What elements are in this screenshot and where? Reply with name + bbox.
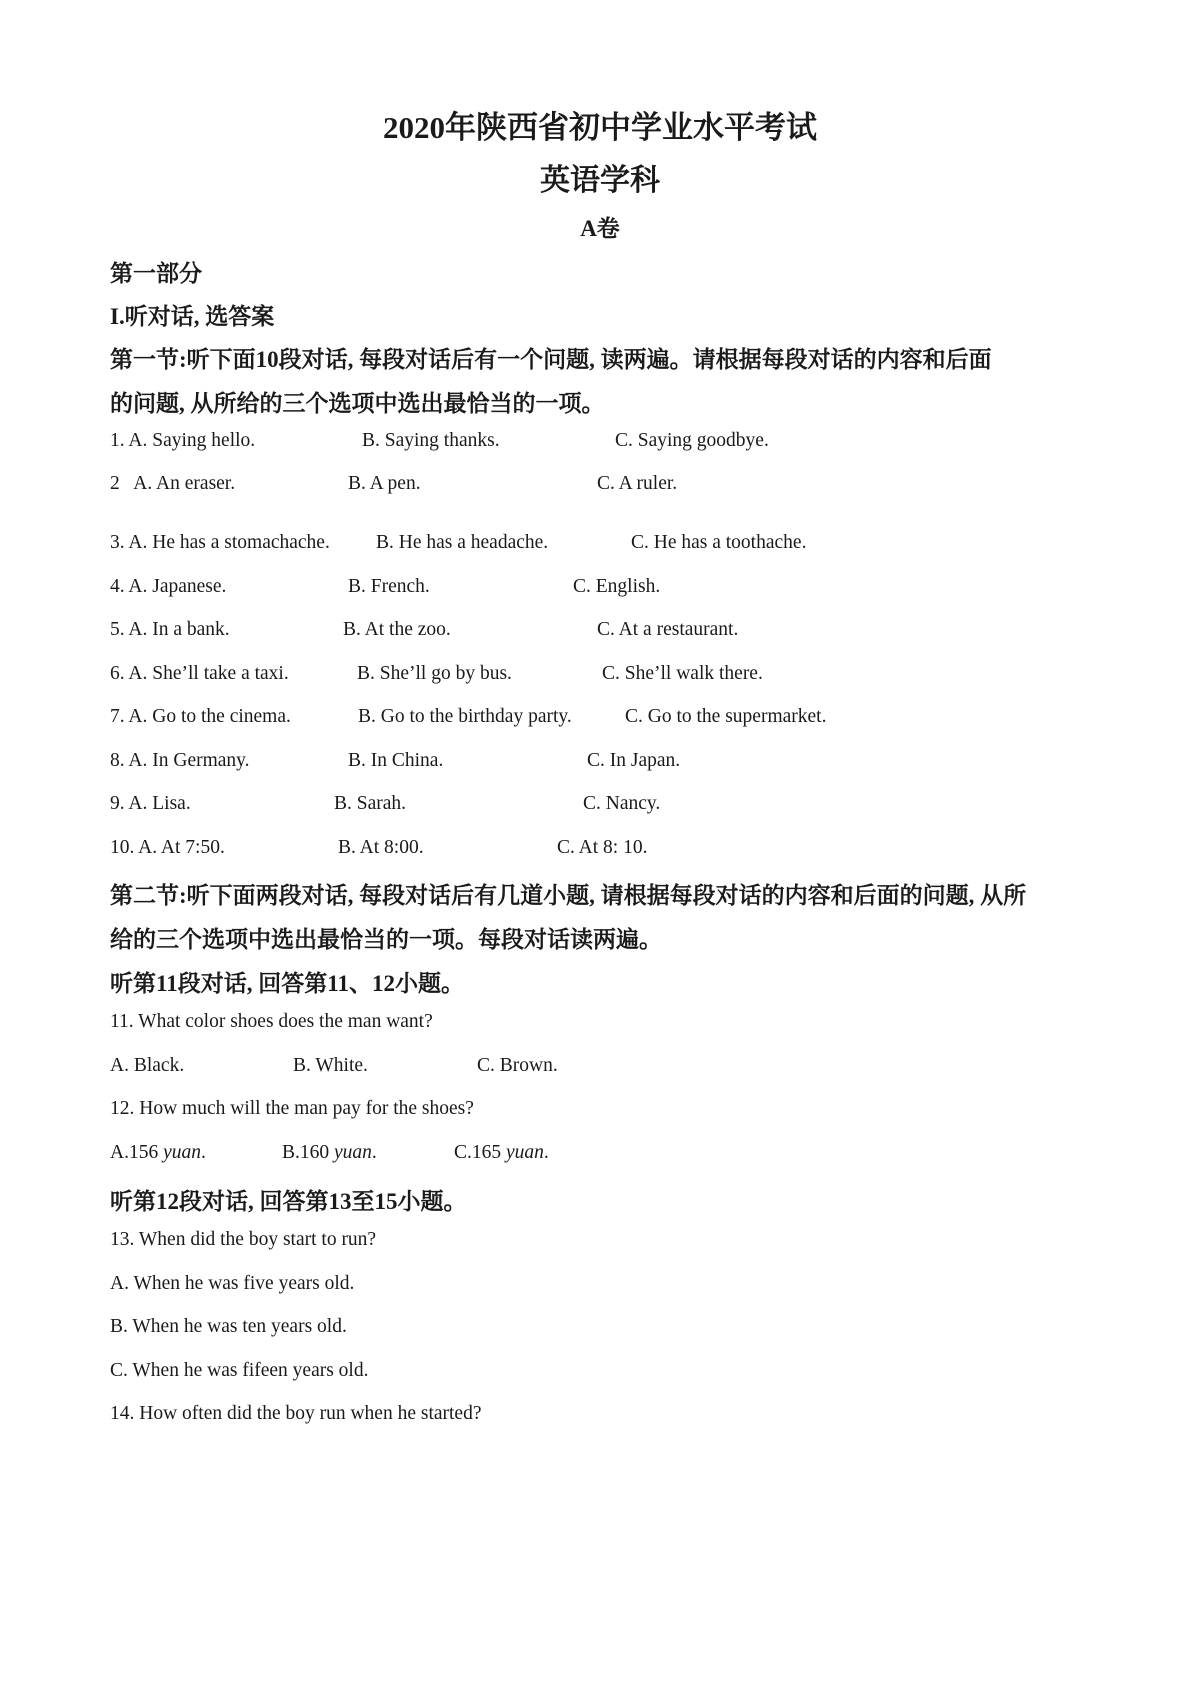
part1-instruction-2: 的问题, 从所给的三个选项中选出最恰当的一项。 xyxy=(110,391,605,416)
question-12: 12. How much will the man pay for the shoes? xyxy=(110,1098,474,1119)
q12-option-b-amount: B.160 xyxy=(282,1142,330,1163)
option-a: 1. A. Saying hello. xyxy=(110,430,256,451)
option-c: C. He has a toothache. xyxy=(631,532,807,553)
option-a: 9. A. Lisa. xyxy=(110,793,191,814)
question-14: 14. How often did the boy run when he started? xyxy=(110,1403,482,1424)
dialog12-heading: 听第12段对话, 回答第13至15小题。 xyxy=(110,1189,467,1214)
part-heading: 第一部分 xyxy=(110,261,202,286)
option-b: B. French. xyxy=(348,576,430,597)
currency-label: yuan xyxy=(163,1142,201,1163)
option-b: B. Saying thanks. xyxy=(362,430,500,451)
exam-subtitle: 英语学科 xyxy=(540,164,660,197)
option-a: 2 A. An eraser. xyxy=(110,473,236,494)
option-b: B. He has a headache. xyxy=(376,532,549,553)
option-c: C. A ruler. xyxy=(597,473,678,494)
volume-label: A卷 xyxy=(580,216,620,241)
currency-label: yuan xyxy=(506,1142,544,1163)
option-a: 8. A. In Germany. xyxy=(110,750,250,771)
q12-option-b: B.160 yuan. xyxy=(282,1142,377,1163)
option-a: 4. A. Japanese. xyxy=(110,576,227,597)
q11-option-b: B. White. xyxy=(293,1055,368,1076)
option-c: C. At 8: 10. xyxy=(557,837,648,858)
q12-option-c-amount: C.165 xyxy=(454,1142,502,1163)
option-c: C. She’ll walk there. xyxy=(602,663,763,684)
q12-option-a-amount: A.156 xyxy=(110,1142,159,1163)
option-a: 6. A. She’ll take a taxi. xyxy=(110,663,289,684)
q12-option-c: C.165 yuan. xyxy=(454,1142,549,1163)
q12-option-a: A.156 yuan. xyxy=(110,1142,206,1163)
option-c: C. Nancy. xyxy=(583,793,661,814)
option-c: C. Go to the supermarket. xyxy=(625,706,827,727)
section-heading: I.听对话, 选答案 xyxy=(110,304,275,329)
currency-label: yuan xyxy=(334,1142,372,1163)
q13-option-c: C. When he was fifeen years old. xyxy=(110,1360,369,1381)
option-a: 10. A. At 7:50. xyxy=(110,837,225,858)
option-a: 3. A. He has a stomachache. xyxy=(110,532,330,553)
option-a: 5. A. In a bank. xyxy=(110,619,230,640)
option-c: C. English. xyxy=(573,576,661,597)
q11-option-a: A. Black. xyxy=(110,1055,185,1076)
option-c: C. At a restaurant. xyxy=(597,619,739,640)
dialog11-heading: 听第11段对话, 回答第11、12小题。 xyxy=(110,971,464,996)
exam-title: 2020年陕西省初中学业水平考试 xyxy=(383,110,817,145)
q13-option-a: A. When he was five years old. xyxy=(110,1273,355,1294)
option-c: C. In Japan. xyxy=(587,750,681,771)
option-b: B. She’ll go by bus. xyxy=(357,663,512,684)
option-b: B. At 8:00. xyxy=(338,837,424,858)
option-c: C. Saying goodbye. xyxy=(615,430,769,451)
option-b: B. In China. xyxy=(348,750,444,771)
q11-option-c: C. Brown. xyxy=(477,1055,558,1076)
part2-instruction-1: 第二节:听下面两段对话, 每段对话后有几道小题, 请根据每段对话的内容和后面的问题, 从所 xyxy=(110,883,1027,908)
question-13: 13. When did the boy start to run? xyxy=(110,1229,377,1250)
option-b: B. Go to the birthday party. xyxy=(358,706,572,727)
option-b: B. Sarah. xyxy=(334,793,407,814)
part1-instruction-1: 第一节:听下面10段对话, 每段对话后有一个问题, 读两遍。请根据每段对话的内容和后面 xyxy=(110,347,992,372)
part2-instruction-2: 给的三个选项中选出最恰当的一项。每段对话读两遍。 xyxy=(110,927,662,952)
option-a: 7. A. Go to the cinema. xyxy=(110,706,291,727)
option-b: B. At the zoo. xyxy=(343,619,451,640)
option-b: B. A pen. xyxy=(348,473,421,494)
question-11: 11. What color shoes does the man want? xyxy=(110,1011,433,1032)
q13-option-b: B. When he was ten years old. xyxy=(110,1316,347,1337)
